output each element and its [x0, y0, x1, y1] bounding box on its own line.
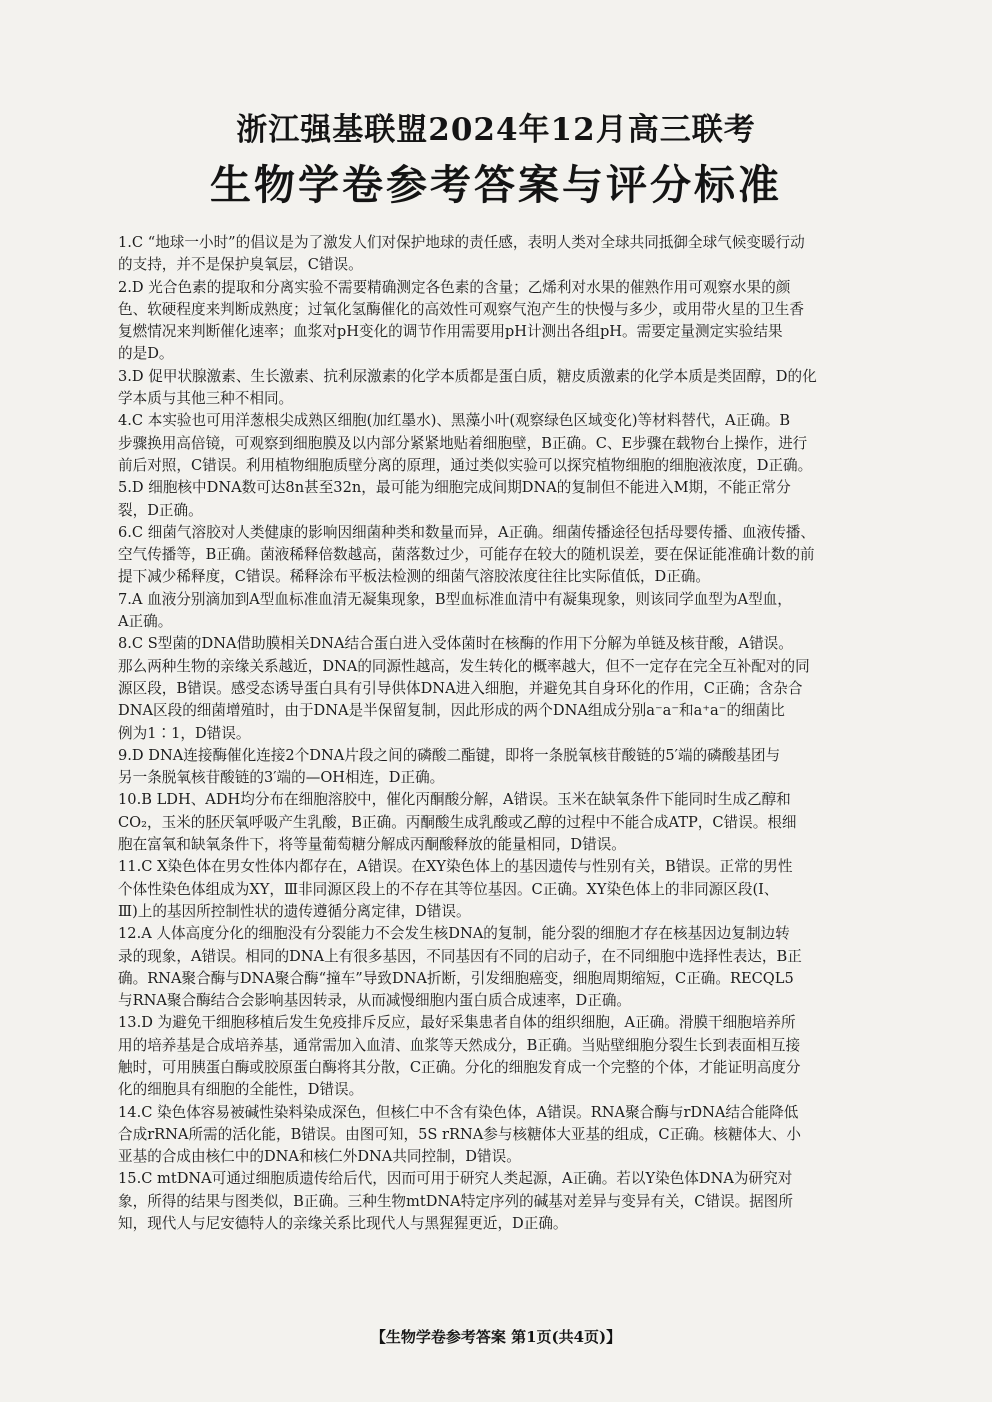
answer-line: 合成rRNA所需的活化能，B错误。由图可知，5S rRNA参与核糖体大亚基的组成，C正确。核糖体大、小	[118, 1125, 801, 1143]
answer-line: 个体性染色体组成为XY，Ⅲ非同源区段上的不存在其等位基因。C正确。XY染色体上的非同源区段(Ⅰ、	[118, 880, 779, 898]
answer-item	[118, 232, 900, 277]
page-footer: 【生物学卷参考答案 第1页(共4页)】	[370, 1328, 622, 1346]
answer-line: 化的细胞具有细胞的全能性，D错误。	[118, 1081, 364, 1099]
answer-line: 11.C X染色体在男女性体内都存在，A错误。在XY染色体上的基因遗传与性别有关，B错误。正常的男性	[118, 858, 793, 876]
answer-item	[118, 366, 900, 411]
answer-line: 7.A 血液分别滴加到A型血标准血清无凝集现象，B型血标准血清中有凝集现象，则该同学血型为A型血，	[118, 590, 792, 608]
answer-line: 6.C 细菌气溶胶对人类健康的影响因细菌种类和数量而异，A正确。细菌传播途径包括母婴传播、血液传播、	[118, 523, 815, 541]
answer-item	[118, 277, 900, 366]
answer-line: 学本质与其他三种不相同。	[118, 390, 294, 408]
answer-line: 亚基的合成由核仁中的DNA和核仁外DNA共同控制，D错误。	[118, 1148, 521, 1166]
answer-item	[118, 589, 900, 634]
answer-line: 12.A 人体高度分化的细胞没有分裂能力不会发生核DNA的复制，能分裂的细胞才存在核基因边复制边转	[118, 925, 790, 943]
answer-line: 源区段，B错误。感受态诱导蛋白具有引导供体DNA进入细胞，并避免其自身环化的作用，C正确；含杂合	[118, 679, 803, 697]
answer-line: 确。RNA聚合酶与DNA聚合酶“撞车”导致DNA折断，引发细胞癌变，细胞周期缩短，C正确。RECQL5	[118, 969, 794, 987]
answer-line: DNA区段的细菌增殖时，由于DNA是半保留复制，因此形成的两个DNA组成分别a⁻a⁻和a⁺a⁻的细菌比	[118, 702, 785, 720]
answer-line: 用的培养基是合成培养基，通常需加入血清、血浆等天然成分，B正确。当贴壁细胞分裂生长到表面相互接	[118, 1036, 801, 1054]
answer-line: 10.B LDH、ADH均分布在细胞溶胶中，催化丙酮酸分解，A错误。玉米在缺氧条件下能同时生成乙醇和	[118, 791, 791, 809]
answer-item	[118, 410, 900, 477]
answer-line: 的支持，并不是保护臭氧层，C错误。	[118, 256, 363, 274]
answer-line: CO₂，玉米的胚厌氧呼吸产生乳酸，B正确。丙酮酸生成乳酸或乙醇的过程中不能合成ATP，C错误。根细	[118, 813, 797, 831]
answer-item	[118, 1102, 900, 1169]
answer-line: 步骤换用高倍镜，可观察到细胞膜及以内部分紧紧地贴着细胞壁，B正确。C、E步骤在载物台上操作，进行	[118, 434, 808, 452]
answer-item	[118, 1012, 900, 1101]
answer-item	[118, 522, 900, 589]
answer-line: 裂，D正确。	[118, 501, 203, 519]
answer-line: 色、软硬程度来判断成熟度；过氧化氢酶催化的高效性可观察气泡产生的快慢与多少，或用带火星的卫生香	[118, 300, 804, 318]
answer-line: 空气传播等，B正确。菌液稀释倍数越高，菌落数过少，可能存在较大的随机误差，要在保证能准确计数的前	[118, 546, 815, 564]
answer-line: 的是D。	[118, 345, 174, 363]
answer-item	[118, 633, 900, 744]
answer-line: A正确。	[118, 613, 173, 631]
answer-line: 提下减少稀释度，C错误。稀释涂布平板法检测的细菌气溶胶浓度往往比实际值低，D正确。	[118, 568, 711, 586]
answer-line: 那么两种生物的亲缘关系越近，DNA的同源性越高，发生转化的概率越大，但不一定存在完全互补配对的同	[118, 657, 810, 675]
exam-title: 浙江强基联盟2024年12月高三联考	[236, 112, 756, 148]
answer-line: 14.C 染色体容易被碱性染料染成深色，但核仁中不含有染色体，A错误。RNA聚合酶与rDNA结合能降低	[118, 1103, 799, 1121]
answer-line: 13.D 为避免干细胞移植后发生免疫排斥反应，最好采集患者自体的组织细胞，A正确。滑膜干细胞培养所	[118, 1014, 796, 1032]
answer-item	[118, 1168, 900, 1235]
answer-line: 前后对照，C错误。利用植物细胞质壁分离的原理，通过类似实验可以探究植物细胞的细胞液浓度，D正确。	[118, 456, 813, 474]
answer-line: 胞在富氧和缺氧条件下，将等量葡萄糖分解成丙酮酸释放的能量相同，D错误。	[118, 836, 626, 854]
answer-line: 象，所得的结果与图类似，B正确。三种生物mtDNA特定序列的碱基对差异与变异有关，C错误。据图所	[118, 1192, 793, 1210]
answer-line: 录的现象，A错误。相同的DNA上有很多基因，不同基因有不同的启动子，在不同细胞中选择性表达，B正	[118, 947, 802, 965]
answer-line: 5.D 细胞核中DNA数可达8n甚至32n，最可能为细胞完成间期DNA的复制但不能进入M期，不能正常分	[118, 479, 791, 497]
answer-item	[118, 789, 900, 856]
answer-line: 8.C S型菌的DNA借助膜相关DNA结合蛋白进入受体菌时在核酶的作用下分解为单链及核苷酸，A错误。	[118, 635, 793, 653]
answer-line: 4.C 本实验也可用洋葱根尖成熟区细胞(加红墨水)、黑藻小叶(观察绿色区域变化)等材料替代，A正确。B	[118, 412, 791, 430]
answer-line: 知，现代人与尼安德特人的亲缘关系比现代人与黑猩猩更近，D正确。	[118, 1215, 568, 1233]
answer-item	[118, 477, 900, 522]
answer-line: Ⅲ)上的基因所控制性状的遗传遵循分离定律，D错误。	[118, 902, 471, 920]
answer-line: 1.C “地球一小时”的倡议是为了激发人们对保护地球的责任感，表明人类对全球共同抵御全球气候变暖行动	[118, 234, 805, 251]
answer-line: 3.D 促甲状腺激素、生长激素、抗利尿激素的化学本质都是蛋白质，糖皮质激素的化学本质是类固醇，D的化	[118, 367, 817, 385]
answer-line: 例为1∶1，D错误。	[118, 724, 251, 742]
answer-line: 9.D DNA连接酶催化连接2个DNA片段之间的磷酸二酯键，即将一条脱氧核苷酸链的5′端的磷酸基团与	[118, 746, 781, 764]
answer-line: 与RNA聚合酶结合会影响基因转录，从而减慢细胞内蛋白质合成速率，D正确。	[118, 992, 632, 1010]
document-subtitle: 生物学卷参考答案与评分标准	[210, 161, 782, 209]
answer-line: 2.D 光合色素的提取和分离实验不需要精确测定各色素的含量；乙烯利对水果的催熟作用可观察水果的颜	[118, 278, 791, 296]
answer-item	[118, 923, 900, 1012]
answer-line: 另一条脱氧核苷酸链的3′端的—OH相连，D正确。	[118, 769, 445, 787]
answer-item	[118, 745, 900, 790]
answer-line: 触时，可用胰蛋白酶或胶原蛋白酶将其分散，C正确。分化的细胞发育成一个完整的个体，才能证明高度分	[118, 1058, 801, 1076]
answer-list	[118, 232, 900, 1235]
answer-item	[118, 856, 900, 923]
answer-line: 复燃情况来判断催化速率；血浆对pH变化的调节作用需要用pH计测出各组pH。需要定量测定实验结果	[118, 323, 783, 341]
answer-line: 15.C mtDNA可通过细胞质遗传给后代，因而可用于研究人类起源，A正确。若以Y染色体DNA为研究对	[118, 1170, 793, 1188]
